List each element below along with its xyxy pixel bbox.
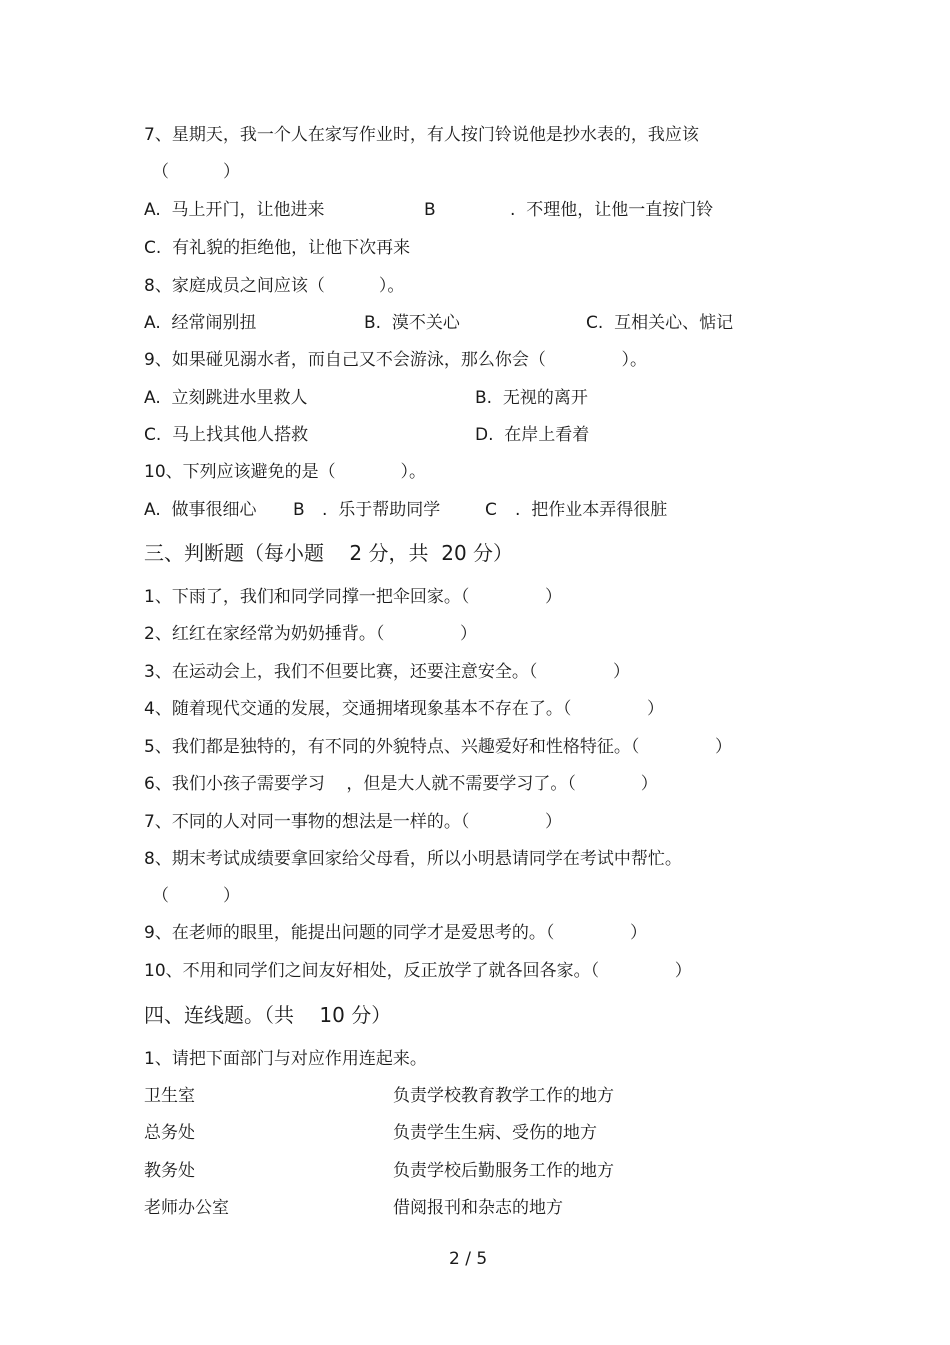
q9-option-b: B. 无视的离开: [475, 388, 588, 408]
q10-stem: 10、下列应该避免的是（ ）。: [144, 462, 426, 482]
judge-item-1: 1、下雨了，我们和同学同撑一把伞回家。（ ）: [144, 587, 562, 607]
section3-heading: 三、判断题（每小题 2 分，共 20 分）: [144, 541, 514, 565]
q7-option-b-letter: B: [424, 200, 436, 220]
q7-option-c: C. 有礼貌的拒绝他，让他下次再来: [144, 238, 411, 258]
q10-option-c-text: . 把作业本弄得很脏: [515, 500, 668, 520]
matching-right-item: 负责学校教育教学工作的地方: [393, 1086, 614, 1106]
judge-item-9: 9、在老师的眼里，能提出问题的同学才是爱思考的。（ ）: [144, 923, 647, 943]
q8-stem: 8、家庭成员之间应该（ ）。: [144, 276, 405, 296]
judge-item-8-blank: （ ）: [152, 886, 241, 906]
judge-item-7: 7、不同的人对同一事物的想法是一样的。（ ）: [144, 812, 562, 832]
matching-left-item: 卫生室: [144, 1086, 195, 1106]
q8-option-b: B. 漠不关心: [364, 313, 460, 333]
q9-option-d: D. 在岸上看着: [475, 425, 590, 445]
q10-option-a: A. 做事很细心: [144, 500, 257, 520]
matching-right-item: 负责学校后勤服务工作的地方: [393, 1161, 614, 1181]
matching-right-item: 借阅报刊和杂志的地方: [393, 1198, 563, 1218]
matching-left-item: 老师办公室: [144, 1198, 229, 1218]
q10-option-b-text: . 乐于帮助同学: [322, 500, 441, 520]
matching-left-item: 总务处: [144, 1123, 195, 1143]
section4-heading: 四、连线题。（共 10 分）: [144, 1003, 392, 1027]
judge-item-8: 8、期末考试成绩要拿回家给父母看，所以小明悬请同学在考试中帮忙。: [144, 849, 682, 869]
matching-left-item: 教务处: [144, 1161, 195, 1181]
q7-option-a: A. 马上开门，让他进来: [144, 200, 325, 220]
q9-option-c: C. 马上找其他人搭救: [144, 425, 309, 445]
judge-item-4: 4、随着现代交通的发展，交通拥堵现象基本不存在了。（ ）: [144, 699, 664, 719]
matching-instruction: 1、请把下面部门与对应作用连起来。: [144, 1049, 427, 1069]
q10-option-c-letter: C: [485, 500, 497, 520]
q8-option-c: C. 互相关心、惦记: [586, 313, 734, 333]
judge-item-5: 5、我们都是独特的，有不同的外貌特点、兴趣爱好和性格特征。（ ）: [144, 737, 732, 757]
q7-answer-blank: （ ）: [152, 162, 241, 182]
matching-right-item: 负责学生生病、受伤的地方: [393, 1123, 597, 1143]
q9-option-a: A. 立刻跳进水里救人: [144, 388, 308, 408]
q8-option-a: A. 经常闹别扭: [144, 313, 257, 333]
judge-item-2: 2、红红在家经常为奶奶捶背。（ ）: [144, 624, 477, 644]
judge-item-3: 3、在运动会上，我们不但要比赛，还要注意安全。（ ）: [144, 662, 630, 682]
q7-stem: 7、星期天，我一个人在家写作业时，有人按门铃说他是抄水表的，我应该: [144, 125, 699, 145]
q9-stem: 9、如果碰见溺水者，而自己又不会游泳，那么你会（ ）。: [144, 350, 647, 370]
judge-item-6: 6、我们小孩子需要学习 ，但是大人就不需要学习了。（ ）: [144, 774, 658, 794]
q10-option-b-letter: B: [293, 500, 305, 520]
judge-item-10: 10、不用和同学们之间友好相处，反正放学了就各回各家。（ ）: [144, 961, 692, 981]
page-number: 2 / 5: [449, 1249, 488, 1269]
q7-option-b-text: . 不理他，让他一直按门铃: [510, 200, 714, 220]
